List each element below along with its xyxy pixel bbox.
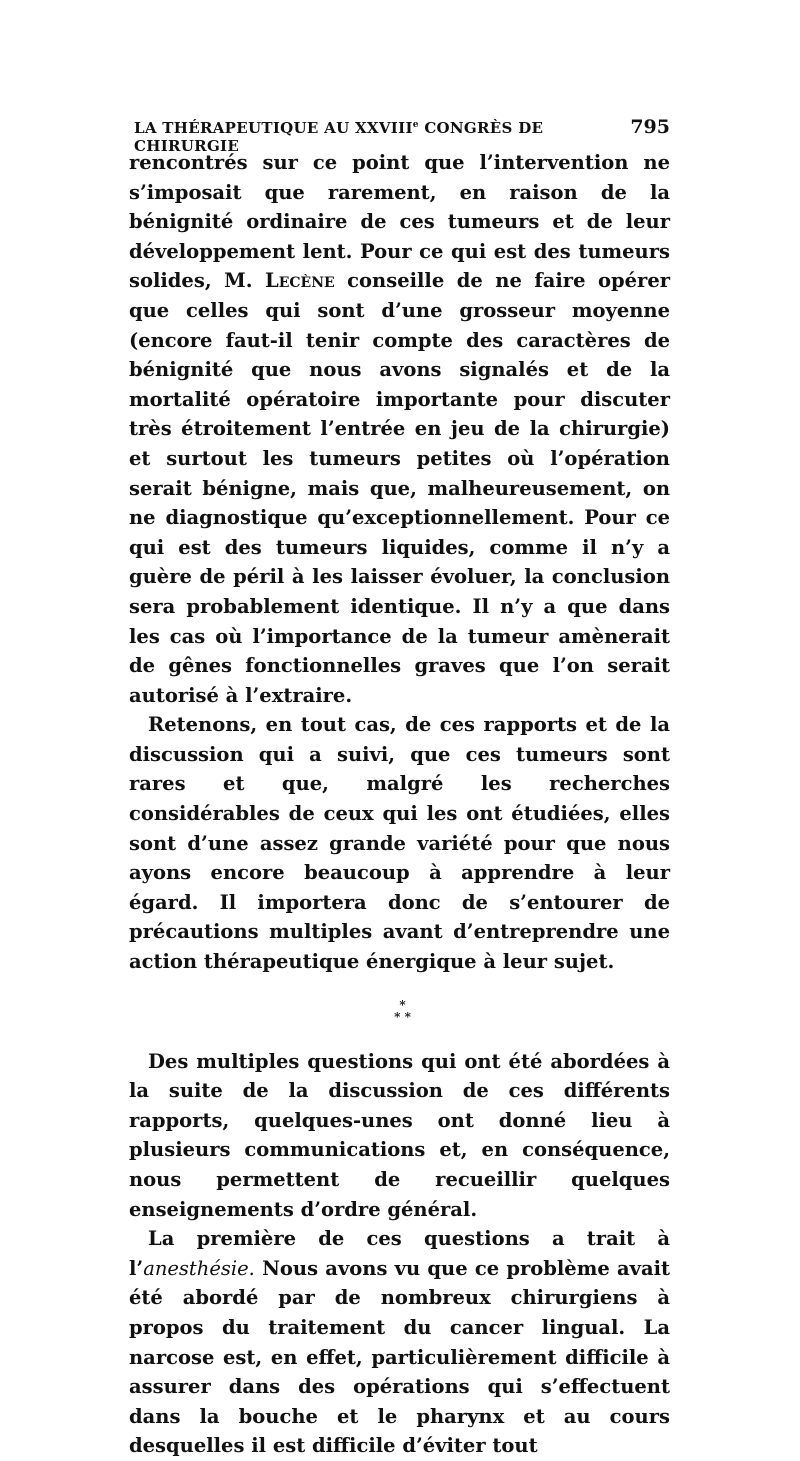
body-text: [129, 148, 670, 1461]
asterism-divider: * * *: [394, 997, 411, 1024]
paragraph-questions: Des multiples questions qui ont été abordées à la suite de la discussion de ces différents rapports, quelques-unes ont donné lieu à plusieurs communications et, en conséquence, nous permettent de recueillir quelques enseignements d’ordre général.: [129, 1049, 670, 1221]
author-name: Lecène: [265, 269, 335, 293]
paragraph-continued: rencontrés sur ce point que l’intervention ne s’imposait que rarement, en raison de la bénignité ordinaire de ces tumeurs et de leur développement lent. Pour ce qui est des tumeurs solides, M. Lecène conseille de ne faire opérer que celles qui sont d’une grosseur moyenne (encore faut-il tenir compte des caractères de bénignité que nous avons signalés et de la mortalité opératoire importante pour discuter très étroitement l’entrée en jeu de la chirurgie) et surtout les tumeurs petites où l’opération serait bénigne, mais que, malheureusement, on ne diagnostique qu’exceptionnellement. Pour ce qui est des tumeurs liquides, comme il n’y a guère de péril à les laisser évoluer, la conclusion sera probablement identique. Il n’y a que dans les cas où l’importance de la tumeur amènerait de gênes fonctionnelles graves que l’on serait autorisé à l’extraire.: [129, 151, 670, 707]
running-title: LA THÉRAPEUTIQUE AU XXVIIIe CONGRÈS DE CHIRURGIE: [134, 119, 544, 155]
page-number: 795: [630, 116, 670, 138]
paragraph-anesthesie: La première de ces questions a trait à l’anesthésie. Nous avons vu que ce problème avait été abordé par de nombreux chirurgiens à propos du traitement du cancer lingual. La narcose est, en effet, particulièrement difficile à assurer dans des opérations qui s’effectuent dans la bouche et le pharynx et au cours desquelles il est difficile d’éviter tout: [129, 1227, 670, 1458]
paragraph-retenons: Retenons, en tout cas, de ces rapports et de la discussion qui a suivi, que ces tumeurs sont rares et que, malgré les recherches considérables de ceux qui les ont étudiées, elles sont d’une assez grande variété pour que nous ayons encore beaucoup à apprendre à leur égard. Il importera donc de s’entourer de précautions multiples avant d’entreprendre une action thérapeutique énergique à leur sujet.: [129, 713, 670, 974]
